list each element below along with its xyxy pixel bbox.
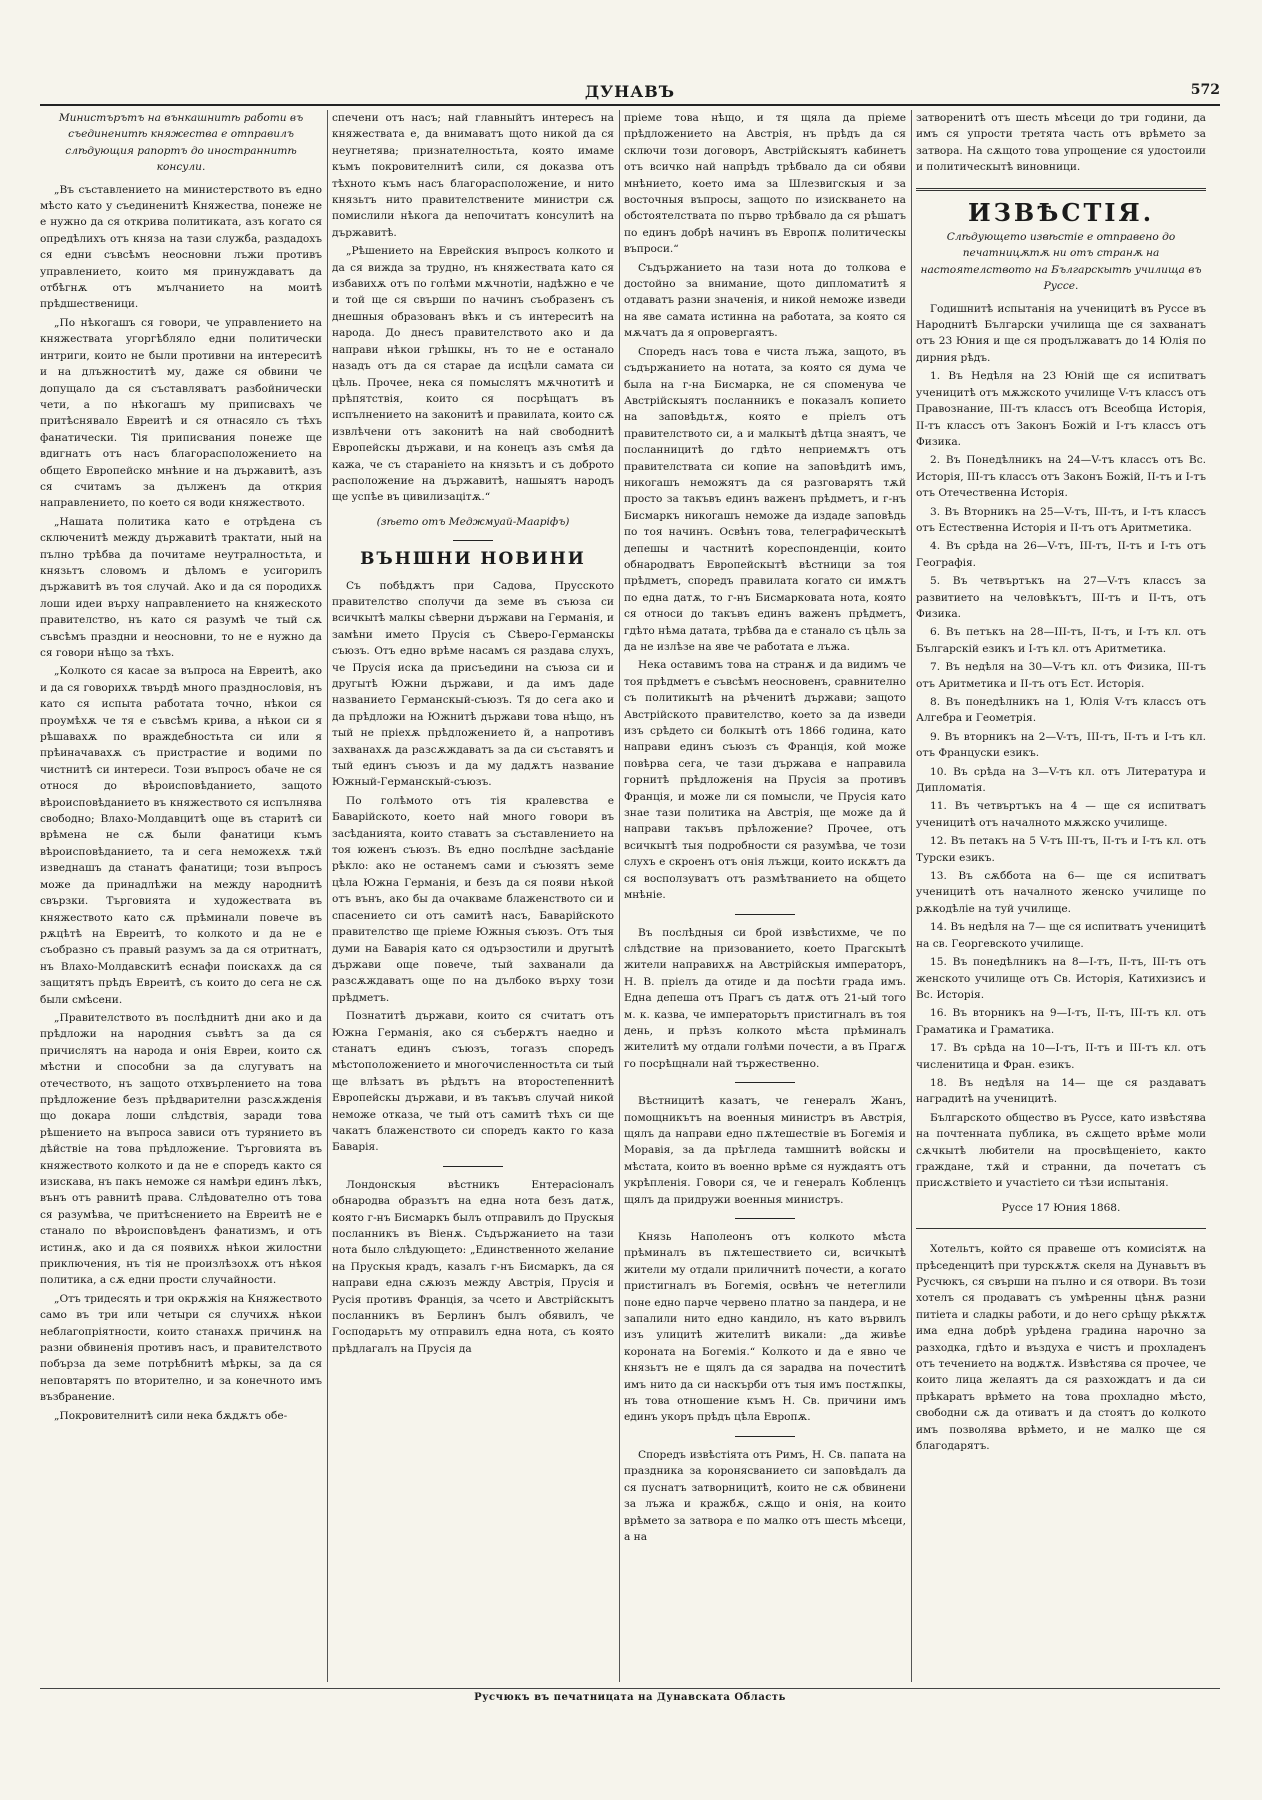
separator [735,914,795,915]
announcement-intro: Слѣдующето извѣстіе е отправено до печатницѫтѫ ни отъ странѫ на настоятелството на Българскытѣ училища въ Руссе. [920,231,1202,293]
separator [735,1218,795,1219]
paragraph: Вѣстницитѣ казатъ, че генералъ Жанъ, помощникътъ на военныя министръ въ Австрія, щялъ да направи едно пѫтешествіе въ Богемія и Моравія, за да прѣгледа тамшнитѣ войскы и мѣстата, които въ военно врѣме ся нуждаятъ отъ укрѣпленія. Говори ся, че и генералъ Кобленцъ щялъ да придружи военныя министръ. [624,1095,906,1206]
paragraph: „Отъ тридесять и три окрѫжія на Княжеството само въ три или четыри ся случихѫ нѣкои неблагопріятности, които станахѫ причинѫ на разни обвиненія противъ насъ, и правителството побърза да земе потрѣбнитѣ мѣркы, за да ся неповтарятъ по вторително, и за конечното имъ възбранение. [40,1292,322,1404]
exam-item: 13. Въ сѫббота на 6— ще ся испитватъ ученицитѣ отъ началното женско училище по рѫкодѣліе на туй училище. [916,870,1206,915]
separator [916,1228,1206,1229]
exam-item: 14. Въ недѣля на 7— ще ся испитватъ ученицитѣ на св. Георгевското училище. [916,921,1206,950]
double-rule [916,188,1206,191]
paragraph: Познатитѣ държави, които ся считатъ отъ Южна Германія, ако ся съберѫтъ наедно и станатъ единъ съюзъ, тогазъ споредъ мѣстоположението и многочисленностьта си тый ще влѣзатъ въ рѣдътъ на второстепеннитѣ Европейскы държави, и въ такъвъ случай никой неможе отказа, че тый отъ самитѣ тѣхъ си ще чакатъ блаженството си споредъ както го каза Баварія. [332,1010,614,1154]
paragraph: „Въ съставлението на министерството въ едно мѣсто като у съединенитѣ Княжества, понеже не е нужно да ся открива политиката, азъ когато ся опредѣлихъ отъ княза на тази служба, раздадохъ ся едни съвсѣмъ неосновни лъжи противъ управлението, които мя принуждаватъ да отбѣгнѫ отъ мълчанието на моитѣ прѣдшественици. [40,183,322,311]
paragraph: затворенитѣ отъ шесть мѣсеци до три години, да имъ ся упрости третята часть отъ врѣмето за затвора. На сѫщото това упрощение ся удостоили и политическытѣ виновници. [916,112,1206,174]
paragraph: „Покровителнитѣ сили нека бѫдѫтъ обе- [54,1409,288,1422]
exam-item: 1. Въ Недѣля на 23 Юній ще ся испитватъ ученицитѣ отъ мѫжското училище V-тъ классъ отъ Правознание, III-тъ классъ отъ Всеобща Исторія, II-тъ классъ отъ Законъ Божій и I-тъ классъ отъ Физика. [916,370,1206,448]
paragraph: Въ послѣдныя си брой извѣстихме, че по слѣдствие на призованието, което Прагскытѣ жители направихѫ на Австрійскыя императоръ, Н. В. пріелъ да отиде и да посѣти града имъ. Една депеша отъ Прагъ съ датѫ отъ 21-ый того м. к. казва, че императорьтъ пристигналъ въ тоя день, и прѣзъ колкото мѣста прѣминалъ жителитѣ му отдали голѣми почести, а въ Прагѫ го посрѣщнали най тържественно. [624,926,906,1070]
exam-item: 15. Въ понедѣлникъ на 8—I-тъ, II-тъ, III-тъ отъ женското училище отъ Св. Исторія, Катихизисъ и Вс. Исторія. [916,956,1206,1001]
paragraph: пріеме това нѣщо, и тя щяла да пріеме прѣдложението на Австрія, нъ прѣдъ да ся сключи този договоръ, Австрійскыятъ кабинетъ отъ всичко най напрѣдъ трѣбвало да си обяви мнѣнието, което има за Шлезвигскыя и за восточныя въпросы, защото по изискването на обстоятелствата по първо трѣбвало да ся рѣшатъ по единъ добрѣ начинъ въ Европѫ политическы въпроси.“ [624,112,906,256]
paragraph: Лондонскыя вѣстникъ Ентерасіоналъ обнародва образътъ на една нота безъ датѫ, която г-нъ Бисмаркъ былъ отправилъ до Прускыя посланникъ въ Віенѫ. Съдържанието на тази нота было слѣдующето: „Единственното желание на Прускыя крадъ, казалъ г-нъ Бисмаркъ, да ся направи една сѫюзъ между Австрія, Прусія и Русія противъ Франція, за чсето и Австрійскытъ посланникъ въ Берлинъ былъ обявилъ, че Господарьтъ му отправилъ една нота, съ която прѣдлагалъ на Прусія да [332,1178,614,1355]
paragraph: По голѣмото отъ тія кралевства е Баварійското, което най много говори въ засѣданията, които ставатъ за съставлението на тоя юженъ съюзъ. Въ едно послѣдне засѣданіе рѣкло: ако не останемъ сами и съюзятъ земе цѣла Южна Германія, и безъ да ся появи нѣкой отъ вънъ, ако бы да очакваме блаженството си и спасението си отъ самитѣ насъ, Баварійското правителство ще пріеме Южныя съюзъ. Отъ тыя думи на Баварія като ся одързостили и другытѣ държави още повече, тый захванали да разсѫждаватъ още по на дълбоко върху този прѣдметъ. [332,794,614,1004]
paragraph: Хотельтъ, който ся правеше отъ комисіятѫ на прѣседенцитѣ при турскѫтѫ скеля на Дунавьтъ въ Русчюкъ, ся свърши на пълно и ся отвори. Въ този хотелъ ся продаватъ съ умѣренны цѣнѫ разни питіета и сладкы работи, и до него срѣщу рѣкѫтѫ има една добрѣ урѣдена градина нарочно за разходка, гдѣто и въздуха е чистъ и прохладенъ отъ течението на водѫтѫ. Извѣстява ся прочее, че които лица желаятъ да ся разхождатъ и да си прѣкаратъ врѣмето на това прохладно мѣсто, свободни сѫ да отиватъ и да стоятъ до колкото имъ позволява врѣмето, и не малко ще ся благодарятъ. [916,1243,1206,1453]
exam-item: 5. Въ четвъртъкъ на 27—V-тъ классъ за развитието на человѣкътъ, III-тъ и II-тъ, отъ Физика. [916,575,1206,620]
exam-item: 6. Въ петъкъ на 28—III-тъ, II-тъ, и I-тъ кл. отъ Българскій езикъ и I-тъ кл. отъ Аритметика. [916,626,1206,655]
exam-item: 12. Въ петакъ на 5 V-тъ III-тъ, II-тъ и I-тъ кл. отъ Турски езикъ. [916,835,1206,864]
exam-item: 9. Въ вторникъ на 2—V-тъ, III-тъ, II-тъ и I-тъ кл. отъ Француски езикъ. [916,730,1206,760]
paragraph: Съдържанието на тази нота до толкова е достойно за внимание, щото дипломатитѣ я отдаватъ разни значенія, и никой неможе изведи на яве самата истинна на работата, за която ся мѫчатъ да я опровергаятъ. [624,261,906,340]
separator [443,1166,503,1167]
paragraph: „По нѣкогашъ ся говори, че управлението на княжествата угоргѣбляло едни политически интриги, които не были противни на интереситѣ и на длъжноститѣ му, даже ся обвини че допущало да ся съставляватъ разбойнически чети, а по нѣкогашъ му приписвахъ че притѣснявало Евреитѣ и ся отнасяло съ тѣхъ фанатически. Тія приписвания понеже ще вдигнатъ отъ насъ благорасположението на общето Европейско мнѣние и на държавитѣ, азъ ся считамъ за дълженъ да открия направлението, по което ся води княжеството. [40,316,322,510]
separator [453,540,493,541]
exam-item: 10. Въ срѣда на 3—V-тъ кл. отъ Литература и Дипломатія. [916,765,1206,795]
column-1 [40,110,322,1682]
exam-item: 2. Въ Понедѣлникъ на 24—V-тъ классъ отъ Вс. Исторія, III-тъ классъ отъ Законъ Божій, II-тъ и I-тъ отъ Отечественна Исторія. [916,454,1206,500]
column-4 [916,110,1206,1682]
source-note: (зѣето отъ Меджмуай-Мааріфъ) [376,515,570,528]
exam-item: 11. Въ четвъртъкъ на 4 — ще ся испитватъ ученицитѣ отъ началното мѫжско училище. [916,800,1206,829]
article-intro: Министърътъ на вънкашнитѣ работи въ съединенитѣ княжества е отправилъ слѣдующия рапортъ до иностраннитѣ консули. [58,112,304,174]
footer-rule [40,1688,1220,1689]
paragraph: Споредъ насъ това е чиста лъжа, защото, въ съдържанието на нотата, за която ся дума че была на г-на Бисмарка, не ся споменува че Австрійскыятъ посланникъ е показалъ копието на заповѣдьтѫ, която е пріелъ отъ правителството си, а и малкытѣ дѣтца знаятъ, че посланницитѣ до гдѣто неприемѫтъ отъ правителствата си копие на заповѣдитѣ имъ, никогашъ неможятъ да ся разговарятъ тѫй просто за такъвъ единъ важенъ прѣдметъ, и г-нъ Бисмаркъ никогашъ неможе да издаде заповѣдь по тоя начинъ. Освѣнъ това, телеграфическытѣ депешы и частнитѣ кореспонденціи, които обнародватъ Европейскытѣ вѣстници за тоя прѣдметъ, споредъ правилата когато си имѫтъ по една датѫ, то г-нъ Бисмарковата нота, която ся относи до такъвъ единъ важенъ прѣдметъ, гдѣто нѣма датата, трѣбва да е станало съ цѣль за да не излѣзе на яве че работата е лъжа. [624,345,906,653]
separator [735,1082,795,1083]
announcement-date: Руссе 17 Юния 1868. [1001,1201,1121,1214]
section-title-foreign-news: ВЪНШНИ НОВИНИ [360,549,586,570]
column-2 [332,110,614,1682]
exam-item: 3. Въ Вторникъ на 25—V-тъ, III-тъ, и I-тъ классъ отъ Естественна Исторія и II-тъ отъ Аритметика. [916,505,1206,534]
masthead-rule [40,104,1220,106]
paragraph: спечени отъ насъ; най главныйтъ интересъ на княжествата е, да внимаватъ щото никой да ся неугнетява; признателностьта, която имаме къмъ покровителнитѣ сили, ся доказва отъ тѣхното къмъ насъ благорасположение, и нито князьтъ нито правителствените министри сѫ помислили нѣкога да непочитатъ консулитѣ на държавитѣ. [332,112,614,239]
masthead [40,82,1220,112]
section-title-announcements: ИЗВѢСТІЯ. [967,197,1155,227]
column-3 [624,110,906,1682]
paragraph: „Колкото ся касае за въпроса на Евреитѣ, ако и да ся говорихѫ твърдѣ много празднословія, нъ като ся испыта работата точно, нѣкои ся проумѣхѫ че тя е съвсѣмъ крива, а нѣкои си я рѣшавахѫ по враждебностьта си или я прѣиначавахѫ съ пристрастие и водими по чистнитѣ си интереси. Този въпросъ обаче не ся относя до вѣроисповѣданието, защото вѣроисповѣданието въ княжеството ся испълнява свободно; Влахо-Молдавцитѣ още въ старитѣ си врѣмена не сѫ были фанатици къмъ вѣроисповѣданието, та и сега неможехѫ тѫй изведнашъ да станатъ фанатици; този въпросъ може да принадлѣжи на между народнитѣ свързки. Търговията и художествата въ княжеството като сѫ прѣминали повече въ рѫцѣтѣ на Евреитѣ, то колкото и да не е съобразно съ правый разумъ за да ся отритнатъ, нъ Влахо-Молдавскитѣ еснафи поискахѫ да ся защитятъ прѣдъ Евреитѣ, съ които до сега не сѫ были смѣсени. [40,665,322,1006]
paragraph: Нека оставимъ това на странѫ и да видимъ че тоя прѣдметъ е съвсѣмъ неосновенъ, сравнително съ политикытѣ на рѣченитѣ държави; защото Австрійското правителство, което за да изведи изъ срѣдето си болкытѣ отъ 1866 година, като направи единъ съюзъ съ Франція, кой може повѣрва сега, че тази държава е направила горнитѣ прѣдложенія на Прусія за противъ Франція, и може ли ся помысли, че Прусія като знае тази политика на Австрія, ще може да й направи такъвъ прѣложение? Прочее, отъ всичкытѣ тыя подробности ся разумѣва, че този слухъ е скроенъ отъ онія лъжци, които искѫтъ да ся восползуватъ отъ размѣтванието на общето мнѣніе. [624,659,906,902]
column-divider [911,110,912,1682]
printer-imprint: Русчюкъ въ печатницата на Дунавската Область [474,1692,786,1703]
paragraph: Споредъ извѣстіята отъ Римъ, Н. Св. папата на праздника за коронясванието си заповѣдалъ да ся пуснатъ затворницитѣ, които не сѫ обвинени за лъжа и кражбѫ, сѫщо и онія, на които врѣмето за затвора е по малко отъ шесть мѣсеци, а на [624,1448,906,1543]
paragraph: Годишнитѣ испытанія на ученицитѣ въ Руссе въ Народнитѣ Български училища ще ся захванатъ отъ 23 Юния и ще ся продължаватъ до 14 Юлія по дирния рѣдъ. [916,302,1206,364]
separator [735,1436,795,1437]
exam-item: 8. Въ понедѣлникъ на 1, Юлія V-тъ классъ отъ Алгебра и Геометрія. [916,696,1206,725]
paragraph: „Правителството въ послѣднитѣ дни ако и да прѣдложи на народния съвѣтъ за да ся причислятъ на народа и онія Евреи, които сѫ мѣстни и способни за да слугуватъ на отечеството, нъ защото отхвърлението на това прѣдложение безъ прѣдварителни разсѫжденія що докара лоши слѣдствія, заради това рѣшението на въпроса зависи отъ турянието въ дѣйствіе на това прѣдложение. Търговията въ княжеството колкото и да не е споредъ както ся изискава, нъ пакъ неможе ся намѣри единъ лѣкъ, вънъ отъ равнитѣ права. Слѣдователно отъ това ся разумѣва, че притѣснението на Евреитѣ не е станало по вѣроисповѣденъ фанатизмъ, и отъ истинѫ, ако и да ся появихѫ нѣкои жилостни приключения, нъ тія не произлѣзохѫ отъ нѣкоя политика, а сѫ едни прости случайности. [40,1011,322,1287]
paragraph: Князь Наполеонъ отъ колкото мѣста прѣминалъ въ пѫтешествието си, всичкытѣ жители му отдали приличнитѣ почести, а когато пристигналъ въ Богемія, освѣнъ че нетеглили поне едно парче червено платно за пандера, и не запалили нито едно кандило, нъ като вървилъ изъ улицитѣ жителитѣ викали: „да живѣе короната на Богемія.“ Колкото и да е явно че князьтъ не е щялъ да ся зарадва на почеститѣ имъ нито да си наскърби отъ тыя имъ постѫпкы, нъ това отношение къмъ Н. Св. причини имъ единъ укоръ прѣдъ цѣла Европѫ. [624,1231,906,1424]
exam-item: 4. Въ срѣда на 26—V-тъ, III-тъ, II-тъ и I-тъ отъ Географія. [916,540,1206,569]
column-divider [327,110,328,1682]
paragraph: Българското общество въ Руссе, като извѣстява на почтенната публика, въ сѫщето врѣме моли сѫчкытѣ любители на просвѣщеніето, както граждане, тѫй и странни, да почетатъ съ присѫствіето и участіето си тѣзи испытанія. [916,1111,1206,1190]
paragraph: Съ побѣдѫтъ при Садова, Прусското правителство сполучи да земе въ съюза си всичкытѣ малкы сѣверни държави на Германія, и замѣни името Прусія съ Сѣверо-Германскы съюзъ. Отъ едно врѣме насамъ ся раздава слухъ, че Прусія иска да присъедини на съюза си и другытѣ Южни държави, и да имъ даде названието Германскый-съюзъ. Тя до сега ако и да прѣдложи на Южнитѣ държави това нѣщо, нъ тый не пріехѫ прѣдложението й, а напротивъ захванахѫ да разсѫждаватъ за да си съставятъ и тый единъ съюзъ и да му дадѫтъ название Южный-Германскый-съюзъ. [332,579,614,789]
exam-item: 16. Въ вторникъ на 9—I-тъ, II-тъ, III-тъ кл. отъ Граматика и Граматика. [916,1007,1206,1036]
paragraph: „Рѣшението на Еврейския въпросъ колкото и да ся вижда за трудно, нъ княжествата като ся избавихѫ отъ по голѣми мѫчнотіи, надѣжно е че и той ще ся свърши по начинъ съобразенъ съ днешныя образованъ вѣкъ и съ интереситѣ на народа. До днесъ правителството ако и да направи нѣкои грѣшкы, нъ то не е останало назадъ отъ да ся старае да исцѣли самата си цѣль. Прочее, нека ся помыслятъ мѫчнотитѣ и прѣпятствія, които ся посрѣщатъ въ испълнението на законитѣ и правилата, които сѫ извлѣчени отъ законитѣ на най свободнитѣ Европейскы държави, и на конецъ азъ смѣя да кажа, че съ стараніето на князьтъ и съ доброто расположение на държавитѣ, нашыятъ народъ ще успѣе въ цивилизацітѫ.“ [332,245,614,504]
exam-item: 18. Въ недѣля на 14— ще ся раздаватъ наградитѣ на ученицитѣ. [916,1076,1206,1106]
newspaper-title: ДУНАВЪ [584,82,676,101]
exam-item: 7. Въ недѣля на 30—V-тъ кл. отъ Физика, III-тъ отъ Аритметика и II-тъ отъ Ест. Исторія. [916,661,1206,690]
page-number: 572 [1190,82,1220,98]
exam-item: 17. Въ срѣда на 10—I-тъ, II-тъ и III-тъ кл. отъ численитица и Фран. езикъ. [916,1042,1206,1071]
column-divider [619,110,620,1682]
paragraph: „Нашата политика като е отрѣдена съ сключенитѣ между държавитѣ трактати, ный на пълно трѣбва да почитаме неутралностьта, и князьтъ словомъ и дѣломъ е усигорилъ държавитѣ въ тоя случай. Ако и да ся породихѫ лоши идеи върху направлението на княжеското правителство, нъ като ся разумѣ че тый сѫ съвсѣмъ праздни и неосновни, то не е нужно да ся говори нѣщо за тѣхъ. [40,515,322,659]
